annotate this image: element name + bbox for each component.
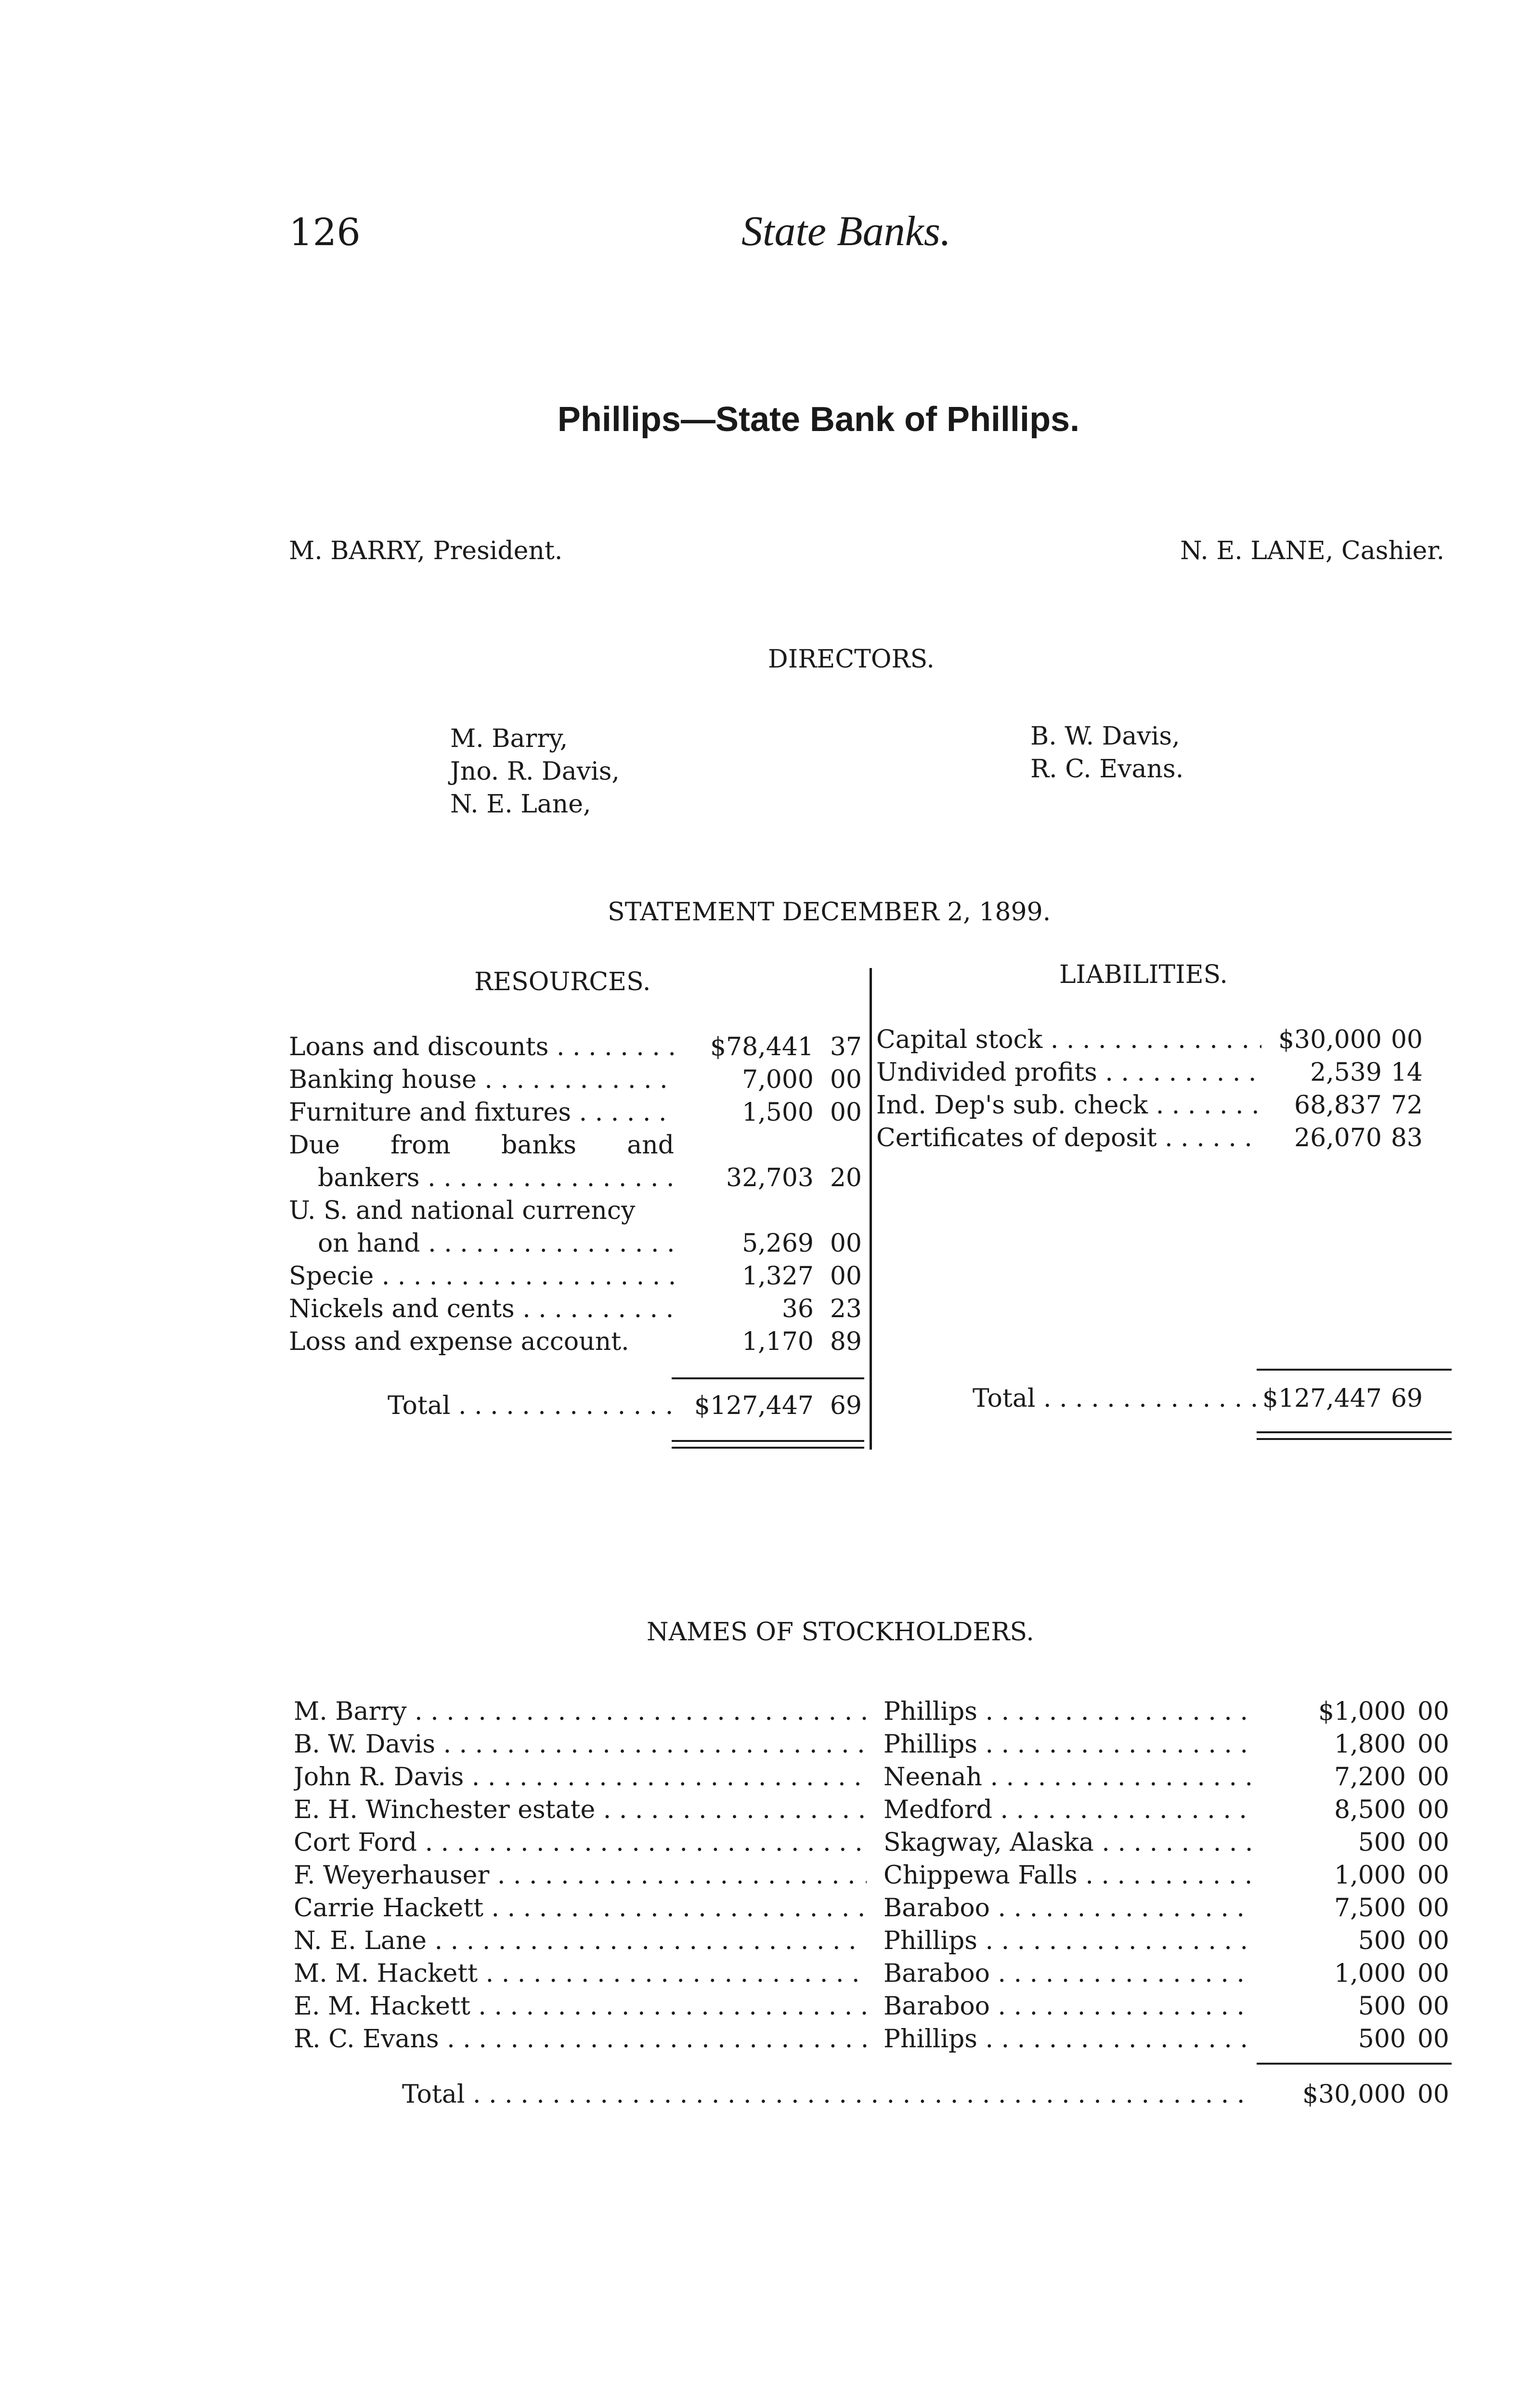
resource-amount: 32,703: [726, 1164, 814, 1192]
column-divider: [870, 968, 872, 1450]
cashier: N. E. LANE, Cashier.: [1180, 537, 1444, 565]
stockholder-name: B. W. Davis . . .: [294, 1728, 867, 1761]
resource-cents: 23: [830, 1295, 862, 1323]
stockholder-cents: 00: [1417, 1697, 1449, 1726]
stockholders-total-row: [294, 2078, 1454, 2111]
resources-total-cents: 69: [830, 1391, 862, 1420]
stockholder-row: [294, 1892, 1454, 1924]
stockholder-amount: 500: [1358, 1992, 1406, 2021]
stockholder-row: [294, 1924, 1454, 1957]
stockholder-amount: 500: [1358, 2025, 1406, 2054]
stockholder-name: M. M. Hackett . . .: [294, 1957, 867, 1990]
stockholder-row: [294, 1793, 1454, 1826]
liability-row: [876, 1023, 1454, 1056]
resource-row: [289, 1129, 867, 1162]
stockholders-table: [294, 1695, 1454, 2055]
stockholder-place: Phillips . . .: [867, 1695, 1252, 1728]
resource-amount: 36: [781, 1295, 814, 1323]
stockholder-place: Medford . . .: [867, 1793, 1252, 1826]
stockholder-cents: 00: [1417, 2025, 1449, 2054]
stockholder-name: R. C. Evans . . .: [294, 2023, 867, 2055]
liabilities-total-rule-double-1: [1257, 1431, 1452, 1433]
resource-row: [289, 1031, 867, 1063]
resources-table: [289, 1031, 867, 1358]
stockholder-place: Baraboo . . .: [867, 1957, 1252, 1990]
liability-row: [876, 1089, 1454, 1122]
liability-amount: $30,000: [1278, 1025, 1382, 1054]
stockholder-name: F. Weyerhauser . . .: [294, 1859, 867, 1892]
resource-cents: 00: [830, 1229, 862, 1258]
directors-left: [450, 722, 620, 821]
liability-cents: 83: [1390, 1124, 1423, 1152]
stockholder-name: E. M. Hackett . . .: [294, 1990, 867, 2023]
director-name: Jno. R. Davis,: [450, 757, 620, 786]
resource-amount: 1,500: [742, 1098, 814, 1127]
directors-heading: DIRECTORS.: [768, 645, 935, 674]
liability-amount: 26,070: [1294, 1124, 1382, 1152]
resource-label: Loss and expense account.: [289, 1327, 629, 1356]
liabilities-heading: LIABILITIES.: [1059, 960, 1228, 989]
resource-row: [289, 1194, 867, 1227]
resource-label: Banking house . . .: [289, 1063, 674, 1096]
stockholder-amount: 7,200: [1334, 1763, 1406, 1792]
stockholder-name: John R. Davis . . .: [294, 1761, 867, 1793]
stockholder-name: Carrie Hackett . . .: [294, 1892, 867, 1924]
resource-label: bankers . . .: [289, 1162, 674, 1194]
stockholder-place: Phillips . . .: [867, 1728, 1252, 1761]
resources-total-label: Total . . .: [289, 1389, 674, 1422]
statement-heading: STATEMENT DECEMBER 2, 1899.: [608, 898, 1051, 927]
resource-row: [289, 1063, 867, 1096]
stockholders-total-amount: $30,000: [1302, 2080, 1406, 2109]
resource-amount: $78,441: [710, 1033, 814, 1061]
stockholders-total-cents: 00: [1417, 2080, 1449, 2109]
stockholder-place: Phillips . . .: [867, 1924, 1252, 1957]
resources-total-row: [289, 1389, 867, 1422]
stockholder-name: Cort Ford . . .: [294, 1826, 867, 1859]
resource-label: Specie . . .: [289, 1260, 674, 1293]
resources-heading: RESOURCES.: [474, 968, 651, 996]
stockholders-total-label: Total . . .: [294, 2078, 1252, 2111]
liability-label: Capital stock . . .: [876, 1023, 1261, 1056]
stockholder-cents: 00: [1417, 1763, 1449, 1792]
stockholder-row: [294, 1728, 1454, 1761]
liability-cents: 00: [1390, 1025, 1423, 1054]
resource-row: [289, 1227, 867, 1260]
liability-row: [876, 1122, 1454, 1154]
resource-row: [289, 1325, 867, 1358]
resource-cents: 89: [830, 1327, 862, 1356]
president: M. BARRY, President.: [289, 537, 563, 565]
liabilities-table: [876, 1023, 1454, 1154]
resource-cents: 00: [830, 1065, 862, 1094]
stockholder-cents: 00: [1417, 1959, 1449, 1988]
stockholder-row: [294, 1859, 1454, 1892]
stockholders-heading: NAMES OF STOCKHOLDERS.: [647, 1618, 1034, 1647]
stockholder-place: Chippewa Falls . . .: [867, 1859, 1252, 1892]
resource-label: Due from banks and: [289, 1131, 674, 1160]
director-name: R. C. Evans.: [1030, 755, 1184, 784]
liabilities-total-cents: 69: [1390, 1384, 1423, 1413]
page-number: 126: [289, 211, 361, 254]
liability-label: Undivided profits . . .: [876, 1056, 1261, 1089]
resource-label: Loans and discounts . . .: [289, 1031, 674, 1063]
stockholder-name: E. H. Winchester estate . . .: [294, 1793, 867, 1826]
stockholder-cents: 00: [1417, 1861, 1449, 1890]
resource-amount: 1,170: [742, 1327, 814, 1356]
stockholder-place: Neenah . . .: [867, 1761, 1252, 1793]
resource-cents: 37: [830, 1033, 862, 1061]
liability-row: [876, 1056, 1454, 1089]
liabilities-total-rule-double-2: [1257, 1438, 1452, 1440]
stockholder-amount: $1,000: [1318, 1697, 1406, 1726]
resource-label: U. S. and national currency: [289, 1196, 636, 1225]
stockholder-cents: 00: [1417, 1894, 1449, 1923]
stockholder-place: Skagway, Alaska . . .: [867, 1826, 1252, 1859]
liabilities-total-row: [876, 1382, 1454, 1415]
resource-label: Nickels and cents . . .: [289, 1293, 674, 1325]
stockholder-row: [294, 1695, 1454, 1728]
liability-label: Ind. Dep's sub. check . . .: [876, 1089, 1261, 1122]
stockholder-place: Phillips . . .: [867, 2023, 1252, 2055]
stockholder-row: [294, 1761, 1454, 1793]
resources-total-rule-top: [672, 1377, 864, 1379]
resource-label: Furniture and fixtures . . .: [289, 1096, 674, 1129]
liabilities-total-label: Total . . .: [876, 1382, 1261, 1415]
stockholder-cents: 00: [1417, 1795, 1449, 1824]
bank-title: Phillips—State Bank of Phillips.: [557, 400, 1080, 439]
resource-cents: 00: [830, 1262, 862, 1291]
resource-amount: 5,269: [742, 1229, 814, 1258]
liabilities-total-rule-top: [1257, 1369, 1452, 1371]
stockholder-amount: 7,500: [1334, 1894, 1406, 1923]
director-name: M. Barry,: [450, 724, 568, 753]
stockholder-amount: 1,000: [1334, 1959, 1406, 1988]
director-name: N. E. Lane,: [450, 790, 591, 819]
resource-row: [289, 1162, 867, 1194]
stockholders-total-rule: [1257, 2063, 1452, 2065]
director-name: B. W. Davis,: [1030, 722, 1180, 751]
stockholder-amount: 500: [1358, 1828, 1406, 1857]
stockholder-place: Baraboo . . .: [867, 1990, 1252, 2023]
resource-cents: 20: [830, 1164, 862, 1192]
stockholder-cents: 00: [1417, 1730, 1449, 1759]
directors-right: [1030, 720, 1183, 785]
stockholder-row: [294, 2023, 1454, 2055]
stockholder-amount: 500: [1358, 1926, 1406, 1955]
stockholder-cents: 00: [1417, 1926, 1449, 1955]
resource-row: [289, 1096, 867, 1129]
resource-label: on hand . . .: [289, 1227, 674, 1260]
liability-amount: 2,539: [1310, 1058, 1382, 1087]
stockholder-place: Baraboo . . .: [867, 1892, 1252, 1924]
resource-amount: 7,000: [742, 1065, 814, 1094]
resources-total-rule-double-1: [672, 1440, 864, 1442]
stockholder-row: [294, 1957, 1454, 1990]
stockholder-row: [294, 1826, 1454, 1859]
stockholder-cents: 00: [1417, 1992, 1449, 2021]
running-title: State Banks.: [741, 208, 951, 255]
resource-amount: 1,327: [742, 1262, 814, 1291]
stockholder-amount: 1,800: [1334, 1730, 1406, 1759]
liability-amount: 68,837: [1294, 1091, 1382, 1120]
stockholder-amount: 8,500: [1334, 1795, 1406, 1824]
liability-cents: 14: [1390, 1058, 1423, 1087]
resource-cents: 00: [830, 1098, 862, 1127]
liability-cents: 72: [1390, 1091, 1423, 1120]
stockholder-name: N. E. Lane . . .: [294, 1924, 867, 1957]
resource-row: [289, 1260, 867, 1293]
liabilities-total-amount: $127,447: [1262, 1384, 1382, 1413]
liability-label: Certificates of deposit . . .: [876, 1122, 1261, 1154]
resource-row: [289, 1293, 867, 1325]
stockholder-amount: 1,000: [1334, 1861, 1406, 1890]
resources-total-rule-double-2: [672, 1447, 864, 1449]
stockholder-name: M. Barry . . .: [294, 1695, 867, 1728]
stockholder-cents: 00: [1417, 1828, 1449, 1857]
resources-total-amount: $127,447: [694, 1391, 814, 1420]
stockholder-row: [294, 1990, 1454, 2023]
